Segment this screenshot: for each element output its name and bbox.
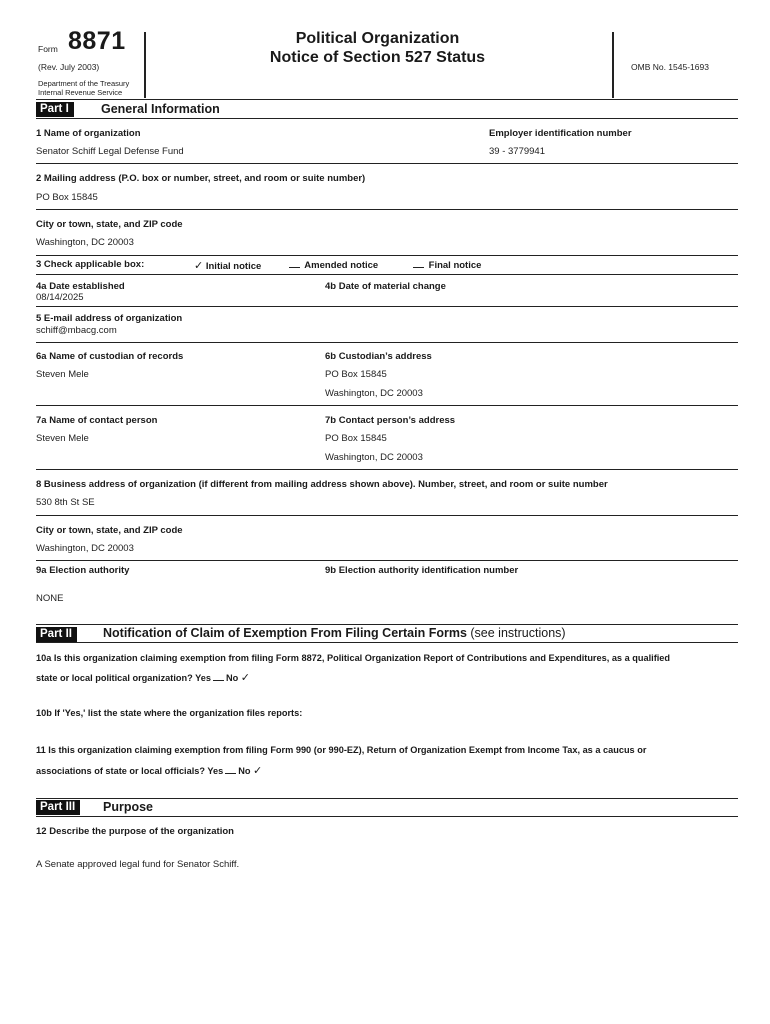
contact-address-label: 7b Contact person’s address <box>325 415 456 426</box>
contact-address-line1: PO Box 15845 <box>325 433 387 444</box>
row-rule <box>36 469 738 470</box>
org-name-value: Senator Schiff Legal Defense Fund <box>36 146 184 157</box>
date-established-label: 4a Date established <box>36 281 125 292</box>
row-rule <box>36 163 738 164</box>
business-city-value: Washington, DC 20003 <box>36 543 134 554</box>
initial-notice-option[interactable] <box>194 259 261 272</box>
checkmark-icon[interactable]: ✓ <box>253 765 263 777</box>
purpose-label: 12 Describe the purpose of the organization <box>36 826 234 837</box>
omb-number: OMB No. 1545-1693 <box>631 62 709 72</box>
row-rule <box>36 306 738 307</box>
city-value: Washington, DC 20003 <box>36 237 134 248</box>
header-divider-right <box>612 32 614 98</box>
empty-checkbox <box>413 259 424 268</box>
part1-rule <box>36 118 738 119</box>
part2-title-suffix: (see instructions) <box>470 626 566 640</box>
amended-notice-label: Amended notice <box>304 260 379 271</box>
part3-title: Purpose <box>103 800 154 814</box>
custodian-name-label: 6a Name of custodian of records <box>36 351 184 362</box>
part3-rule <box>36 816 738 817</box>
ein-label: Employer identification number <box>489 128 632 139</box>
form-title-line1: Political Organization <box>295 30 460 47</box>
irs-line: Internal Revenue Service <box>38 88 123 97</box>
q10a-line2 <box>36 671 250 684</box>
q11-line1: 11 Is this organization claiming exemption from filing Form 990 (or 990-EZ), Return of Organization Exempt from Income Tax, as a caucus or <box>36 745 647 755</box>
business-address-value: 530 8th St SE <box>36 497 95 508</box>
form-number: 8871 <box>68 27 126 55</box>
initial-notice-label: Initial notice <box>205 261 262 272</box>
part2-title-main: Notification of Claim of Exemption From Filing Certain Forms <box>103 626 467 640</box>
mailing-address-value: PO Box 15845 <box>36 192 98 203</box>
row-rule <box>36 342 738 343</box>
part1-title: General Information <box>101 102 220 116</box>
part2-top-rule <box>36 624 738 625</box>
form-revision: (Rev. July 2003) <box>38 62 100 72</box>
email-value: schiff@mbacg.com <box>36 325 117 336</box>
election-authority-value: NONE <box>36 593 64 604</box>
purpose-value: A Senate approved legal fund for Senator Schiff. <box>36 859 240 870</box>
q11-line2 <box>36 764 262 777</box>
row-rule <box>36 405 738 406</box>
part2-rule <box>36 642 738 643</box>
date-established-value: 08/14/2025 <box>36 292 84 303</box>
final-notice-option[interactable] <box>411 259 481 271</box>
row-rule <box>36 209 738 210</box>
org-name-label: 1 Name of organization <box>36 128 141 139</box>
form-label: Form <box>38 44 58 54</box>
email-label: 5 E-mail address of organization <box>36 313 183 324</box>
ein-value: 39 - 3779941 <box>489 146 545 157</box>
custodian-address-line2: Washington, DC 20003 <box>325 388 423 399</box>
q10a-no-label: No <box>225 673 239 683</box>
city-label: City or town, state, and ZIP code <box>36 219 183 230</box>
checkmark-icon: ✓ <box>194 260 204 272</box>
row-rule <box>36 560 738 561</box>
checkmark-icon[interactable]: ✓ <box>240 672 250 684</box>
election-authority-label: 9a Election authority <box>36 565 130 576</box>
part2-title <box>103 626 566 640</box>
department-line: Department of the Treasury <box>38 79 130 88</box>
part2-tag: Part II <box>36 627 77 642</box>
row-rule <box>36 515 738 516</box>
empty-checkbox <box>289 259 300 268</box>
custodian-name-value: Steven Mele <box>36 369 89 380</box>
form-title-block <box>145 30 610 67</box>
row-rule <box>36 255 738 256</box>
form-header <box>0 0 770 100</box>
final-notice-label: Final notice <box>428 260 482 271</box>
business-address-label: 8 Business address of organization (if different from mailing address shown above). Number, street, and room or suite number <box>36 479 608 490</box>
q11-no-label: No <box>238 766 251 776</box>
election-authority-id-label: 9b Election authority identification number <box>325 565 519 576</box>
q10b-label: 10b If 'Yes,' list the state where the organization files reports: <box>36 708 303 718</box>
header-bottom-rule <box>36 99 738 100</box>
q10a-yes-blank[interactable] <box>213 672 224 681</box>
business-city-label: City or town, state, and ZIP code <box>36 525 183 536</box>
part3-top-rule <box>36 798 738 799</box>
mailing-address-label: 2 Mailing address (P.O. box or number, street, and room or suite number) <box>36 173 366 184</box>
contact-name-label: 7a Name of contact person <box>36 415 158 426</box>
date-material-change-label: 4b Date of material change <box>325 281 446 292</box>
form-title-line2: Notice of Section 527 Status <box>269 49 486 66</box>
q10a-line1: 10a Is this organization claiming exemption from filing Form 8872, Political Organization Report of Contributions and Expenditures, as a qualified <box>36 653 671 663</box>
contact-name-value: Steven Mele <box>36 433 89 444</box>
amended-notice-option[interactable] <box>287 259 378 271</box>
custodian-address-line1: PO Box 15845 <box>325 369 387 380</box>
check-box-label: 3 Check applicable box: <box>36 259 145 270</box>
contact-address-line2: Washington, DC 20003 <box>325 452 423 463</box>
q11-yes-blank[interactable] <box>225 765 236 774</box>
q10a-question: state or local political organization? Yes <box>36 673 211 683</box>
custodian-address-label: 6b Custodian’s address <box>325 351 432 362</box>
part3-tag: Part III <box>36 800 80 815</box>
q11-question: associations of state or local officials? Yes <box>36 766 224 776</box>
part1-tag: Part I <box>36 102 74 117</box>
row-rule <box>36 274 738 275</box>
